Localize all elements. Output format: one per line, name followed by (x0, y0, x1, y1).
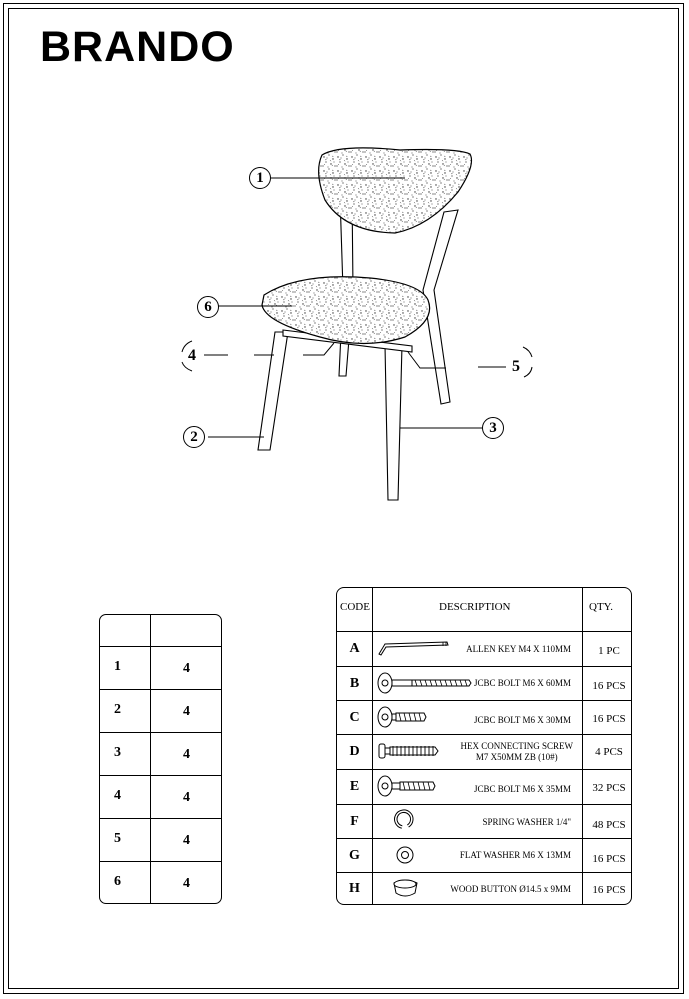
table-row: F SPRING WASHER 1/4" 48 PCS (337, 804, 631, 838)
flat-washer-icon (375, 839, 435, 873)
table-row: E JCBC BOLT M6 X 35MM 32 PCS (337, 769, 631, 804)
description-line-2: M7 X50MM ZB (10#) (475, 752, 558, 762)
description-line-1: HEX CONNECTING SCREW (460, 741, 573, 751)
chair-front-legs (258, 330, 412, 500)
callout-1: 1 (249, 167, 271, 189)
hardware-parts-table (336, 587, 632, 905)
callout-3: 3 (482, 417, 504, 439)
header-code: CODE (340, 601, 370, 613)
parts-quantity-table (99, 614, 222, 904)
header-description: DESCRIPTION (439, 601, 511, 613)
table-row: G FLAT WASHER M6 X 13MM 16 PCS (337, 838, 631, 872)
callout-4: 4 (188, 347, 196, 364)
table-row: 5 4 (100, 818, 221, 861)
table-row: 3 4 (100, 732, 221, 775)
table-row: 2 4 (100, 689, 221, 732)
callout-2: 2 (183, 426, 205, 448)
allen-key-icon (375, 632, 455, 666)
callout-5: 5 (512, 358, 520, 375)
table-row: A ALLEN KEY M4 X 110MM 1 PC (337, 631, 631, 666)
long-bolt-icon (375, 667, 475, 701)
spring-washer-icon (375, 805, 435, 839)
short-bolt-icon (375, 701, 435, 735)
table-row: C JCBC BOLT M6 X 30MM 16 PCS (337, 700, 631, 734)
wood-button-icon (375, 873, 435, 905)
hex-screw-icon (375, 735, 445, 769)
table-row: H WOOD BUTTON Ø14.5 x 9MM 16 PCS (337, 872, 631, 905)
table-row: 6 4 (100, 861, 221, 904)
table-row: B JCBC BOLT M6 X 60MM 16 PCS (337, 666, 631, 700)
medium-bolt-icon (375, 770, 445, 804)
table-row: D HEX CONNECTING SCREW M7 X50MM ZB (10#) 4 PCS (337, 734, 631, 769)
header-qty: QTY. (589, 601, 613, 613)
table-row: 1 4 (100, 646, 221, 689)
table-row: 4 4 (100, 775, 221, 818)
product-title: BRANDO (40, 23, 235, 71)
callout-6: 6 (197, 296, 219, 318)
